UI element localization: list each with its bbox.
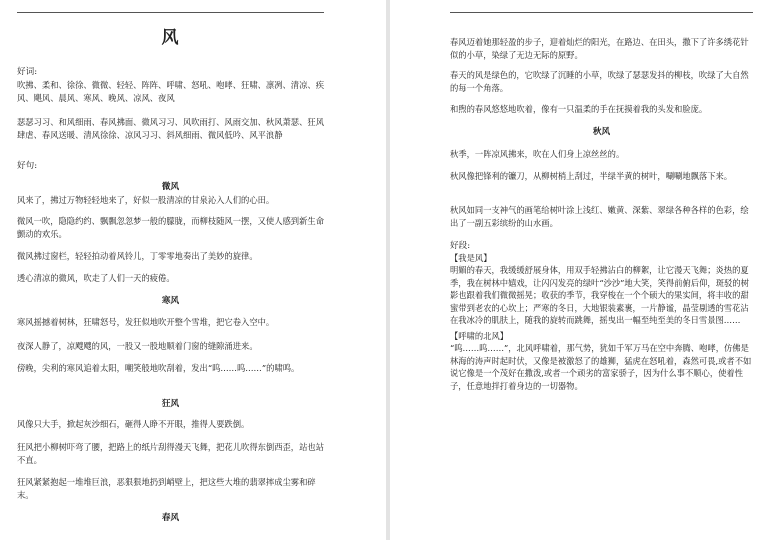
right-page — [390, 0, 775, 540]
paragraph: 微风一吹，隐隐约约、飘飘忽忽梦一般的朦胧，而柳枝随风一摆，又使人感到新生命颤动的欢乐。 — [17, 216, 324, 239]
paragraph: 透心清凉的微风，吹走了人们一天的疲倦。 — [17, 273, 175, 283]
good-words-list-2: 瑟瑟习习、和风细雨、春风拂面、微风习习、风吹雨打、风雨交加、秋风萧瑟、狂风肆虐、春风送暖、清风徐徐、凉风习习、斜风细雨、微风低吟、风平浪静 — [17, 117, 324, 140]
document-title: 风 — [161, 28, 180, 48]
paragraph: 狂风紧紧抱起一堆堆巨浪，恶狠狠地扔到峭壁上，把这些大堆的翡翠摔成尘雾和碎末。 — [17, 477, 316, 500]
section-heading-qiufeng: 秋风 — [592, 127, 611, 137]
section-heading-chunfeng: 春风 — [161, 513, 180, 523]
paragraph: 和煦的春风悠悠地吹着，像有一只温柔的手在抚摸着我的头发和脸庞。 — [450, 104, 708, 114]
paragraph: 夜深人静了，凉飕飕的风，一股又一股地顺着门窗的缝隙涌进来。 — [17, 341, 258, 351]
section-heading-weifeng: 微风 — [161, 182, 180, 192]
section-heading-hanfeng: 寒风 — [161, 296, 180, 306]
paragraph: 明媚的春天，我缓缓舒展身体，用双手轻拂沾白的柳絮，让它漫天飞舞；炎热的夏季，我在树林中嬉戏，让闪闪发亮的绿叶“沙沙”地大笑，笑得前俯后仰，斑驳的树影也跟着我们微微摇晃；收获的季节，我穿梭在一个个硕大的果实间，将丰收的甜蜜带到老农的心坎上；严寒的冬日，大地银装素裹，一片静谧，晶莹剔透的雪花沾在我冰冷的肌肤上，随我的旋转而跳舞，摇曳出一幅至纯至美的冬日雪景图…… — [450, 265, 749, 325]
paragraph: 秋季，一阵凉风拂来，吹在人们身上凉丝丝的。 — [450, 149, 625, 159]
top-rule — [17, 12, 324, 13]
paragraph: 微风拂过窗栏，轻轻拍动着风铃儿，丁零零地奏出了美妙的旋律。 — [17, 251, 258, 261]
paragraph: 春风迈着她那轻盈的步子，迎着灿烂的阳光，在路边、在田头，撒下了许多绣花针似的小草，染绿了无边无际的原野。 — [450, 37, 749, 60]
top-rule — [450, 12, 753, 13]
paragraph: 春天的风是绿色的，它吹绿了沉睡的小草，吹绿了瑟瑟发抖的柳枝，吹绿了大自然的每一个角落。 — [450, 70, 749, 93]
paragraph: 风来了，拂过万物轻轻地来了，好似一股清凉的甘泉沁入人们的心田。 — [17, 195, 275, 205]
paragraph-heading: 【呼啸的北风】 — [450, 331, 509, 341]
paragraph: 寒风摇撼着树林，狂啸怒号，发狂似地吹开整个雪堆，把它卷入空中。 — [17, 317, 275, 327]
paragraph: 狂风把小柳树吓弯了腰，把路上的纸片刮得漫天飞舞，把花儿吹得东倒西歪，站也站不直。 — [17, 442, 324, 465]
good-words-label: 好词: — [17, 67, 38, 77]
paragraph: “呜……呜……”，北风呼啸着，那气势，犹如千军万马在空中奔腾、咆哮，仿佛是林海的涛声时起时伏，又像是被激怒了的雄狮，猛虎在怒吼着，森然可畏,或者不如说它像是一个茂好在撒泼,或者一个顽劣的富家骄子，因为什么事不顺心，使着性子，任意地拌打着身边的一切器物。 — [450, 343, 752, 391]
paragraph-heading: 【我是风】 — [450, 253, 492, 263]
left-page — [0, 0, 386, 540]
paragraph: 秋风如同一支神气的画笔给树叶涂上浅红、嫩黄、深紫、翠绿各种各样的色彩，绘出了一副五彩缤纷的山水画。 — [450, 205, 749, 228]
paragraph: 傍晚，尖利的寒风追着太阳，嘲笑般地吹刮着，发出“呜……呜……”的啸鸣。 — [17, 363, 300, 373]
section-heading-kuangfeng: 狂风 — [161, 399, 180, 409]
good-sentences-label: 好句: — [17, 161, 38, 171]
paragraph: 风像只大手，掀起灰沙细石，砸得人睁不开眼，推得人要跌倒。 — [17, 419, 250, 429]
good-words-list-1: 吹拂、柔和、徐徐、微微、轻轻、阵阵、呼啸、怒吼、咆哮、狂啸、凛冽、清凉、疾风、飓风、晨风、寒风、晚风、凉风、夜风 — [17, 80, 324, 103]
paragraph: 秋风像把锋利的镰刀，从柳树梢上刮过，半绿半黄的树叶，唰唰地飘落下来。 — [450, 171, 733, 181]
good-paragraphs-label: 好段: — [450, 241, 471, 251]
